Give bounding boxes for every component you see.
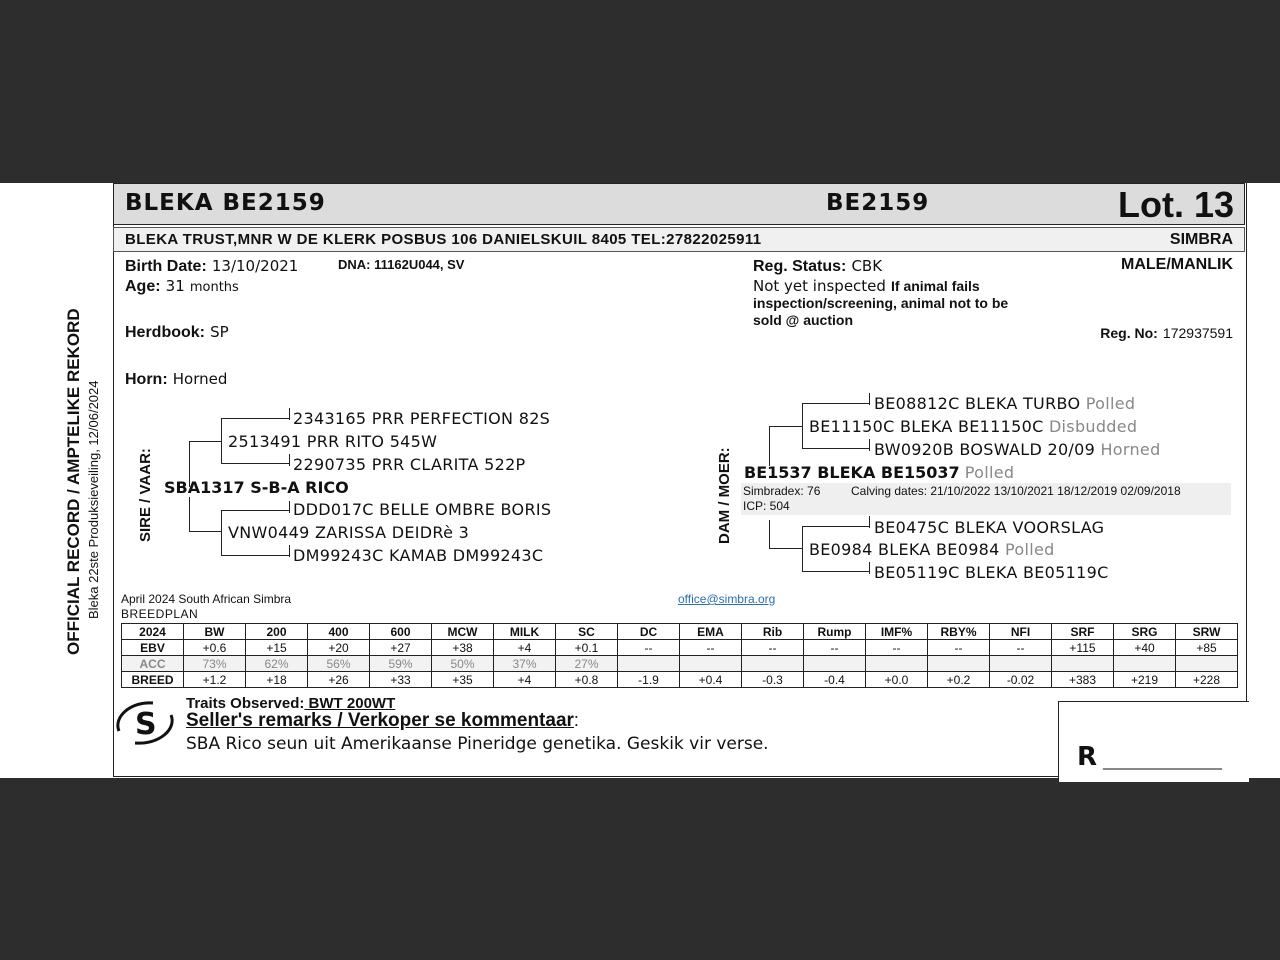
acc-cell: ACC [122,656,184,672]
sire-dam-sire: DDD017C BELLE OMBRE BORIS [293,500,552,519]
age-row [125,276,239,296]
breed-cell: +26 [308,672,370,688]
dam-dam-sire: BE0475C BLEKA VOORSLAG [874,518,1105,537]
acc-cell [990,656,1052,672]
columns-cell: MCW [432,624,494,640]
ebv-row [122,640,1238,656]
dam-dam: BE0984 BLEKA BE0984 Polled [809,540,1055,559]
inspection-warning-1: If animal fails [891,278,980,294]
breed-cell: -0.4 [804,672,866,688]
horn-value: Horned [172,370,228,388]
ebv-header-row [122,624,1238,640]
ebv-cell: +27 [370,640,432,656]
ebv-cell: -- [990,640,1052,656]
acc-cell: 62% [246,656,308,672]
animal-name: BLEKA BE2159 [125,190,326,216]
acc-cell [742,656,804,672]
ebv-cell: +40 [1114,640,1176,656]
official-record-label: OFFICIAL RECORD / AMPTELIKE REKORD [64,308,83,655]
ebv-cell: +115 [1052,640,1114,656]
breed-cell: +33 [370,672,432,688]
acc-cell [1114,656,1176,672]
sire-sire-sire: 2343165 PRR PERFECTION 82S [293,409,551,428]
sire-label: SIRE / VAAR: [137,448,154,542]
acc-cell: 59% [370,656,432,672]
columns-cell: MILK [494,624,556,640]
dam-sire-dam: BW0920B BOSWALD 20/09 Horned [874,440,1161,459]
ebv-cell: -- [804,640,866,656]
animal-id: BE2159 [826,190,930,216]
columns-cell: IMF% [866,624,928,640]
traits-label: Traits Observed: [186,695,305,712]
horn-label: Horn: [125,371,168,388]
sale-name-label: Bleka 22ste Produksieveiling, 12/06/2024 [86,380,101,619]
breed-cell: +1.2 [184,672,246,688]
dam-label: DAM / MOER: [716,447,733,544]
simbradex: Simbradex: 76 [743,484,821,498]
ebv-table [121,623,1238,688]
reg-no-value: 172937591 [1162,325,1233,341]
ebv-cell: +0.1 [556,640,618,656]
acc-cell: 50% [432,656,494,672]
acc-cell [618,656,680,672]
horn-row [125,369,227,389]
columns-cell: NFI [990,624,1052,640]
breedplan-source: April 2024 South African Simbra [121,592,292,606]
columns-cell: DC [618,624,680,640]
inspection-warning-2: inspection/screening, animal not to be [753,295,1009,311]
breedplan-label: BREEDPLAN [121,607,199,621]
dam-sire: BE11150C BLEKA BE11150C Disbudded [809,417,1138,436]
breed-cell: +0.4 [680,672,742,688]
columns-cell: 2024 [122,624,184,640]
ebv-cell: -- [680,640,742,656]
breed-cell: -0.3 [742,672,804,688]
inspection-status: Not yet inspected [753,277,886,295]
acc-cell [804,656,866,672]
breed-cell: +18 [246,672,308,688]
breed-name: SIMBRA [1169,231,1233,248]
acc-cell: 73% [184,656,246,672]
reg-no-row [1100,323,1233,342]
acc-cell: 56% [308,656,370,672]
inspection-warning-3: sold @ auction [753,312,853,328]
sire-dam-dam: DM99243C KAMAB DM99243C [293,546,544,565]
ebv-cell: +38 [432,640,494,656]
simbra-logo-icon [113,697,177,749]
columns-cell: RBY% [928,624,990,640]
dam-sire-sire: BE08812C BLEKA TURBO Polled [874,394,1136,413]
columns-cell: 200 [246,624,308,640]
traits-value: BWT 200WT [304,695,396,712]
birth-date-label: Birth Date: [125,258,207,275]
columns-cell: EMA [680,624,742,640]
acc-cell: 37% [494,656,556,672]
remarks-text: SBA Rico seun uit Amerikaanse Pineridge genetika. Geskik vir verse. [186,734,769,754]
columns-cell: SRW [1176,624,1238,640]
columns-cell: 600 [370,624,432,640]
breed-cell: -0.02 [990,672,1052,688]
breed-cell: -1.9 [618,672,680,688]
price-blank: _________________ [1103,754,1222,770]
breed-cell: +0.2 [928,672,990,688]
columns-cell: SRG [1114,624,1176,640]
dam-name-row [744,463,1014,482]
herdbook-label: Herdbook: [125,324,205,341]
columns-cell: 400 [308,624,370,640]
reg-status-row [753,256,882,276]
reg-status-label: Reg. Status: [753,258,847,275]
breed-cell: +0.0 [866,672,928,688]
birth-date-row [125,256,298,276]
columns-cell: BW [184,624,246,640]
columns-cell: SRF [1052,624,1114,640]
birth-date-value: 13/10/2021 [211,257,299,275]
acc-cell [680,656,742,672]
email-link[interactable]: office@simbra.org [678,592,776,606]
dna-info: DNA: 11162U044, SV [338,257,465,272]
age-label: Age: [125,278,161,295]
owner-bar [113,227,1245,252]
dam-name: BE1537 BLEKA BE15037 [744,463,960,482]
currency-symbol: R [1077,742,1098,772]
remarks-title-row: Seller's remarks / Verkoper se kommentaar: [186,710,579,731]
remarks-title: Seller's remarks / Verkoper se kommentaar [186,710,574,731]
age-unit: months [189,280,239,295]
ebv-cell: -- [928,640,990,656]
owner-info: BLEKA TRUST,MNR W DE KLERK POSBUS 106 DANIELSKUIL 8405 TEL:27822025911 [125,231,762,248]
ebv-cell: EBV [122,640,184,656]
title-bar [113,183,1245,225]
icp: ICP: 504 [743,499,790,513]
acc-cell: 27% [556,656,618,672]
ebv-cell: +85 [1176,640,1238,656]
sire-dam: VNW0449 ZARISSA DEIDRè 3 [228,523,470,542]
age-value: 31 [165,277,185,295]
logo-letter: S [135,707,157,742]
breed-cell: +219 [1114,672,1176,688]
dam-dam-dam: BE05119C BLEKA BE05119C [874,563,1109,582]
breed-cell: +4 [494,672,556,688]
dam-horn: Polled [964,463,1015,482]
ebv-cell: -- [742,640,804,656]
breed-cell: BREED [122,672,184,688]
ebv-cell: +15 [246,640,308,656]
sire-name: SBA1317 S-B-A RICO [164,478,349,497]
sex-label: MALE/MANLIK [1121,256,1233,273]
columns-cell: Rib [742,624,804,640]
breed-cell: +0.8 [556,672,618,688]
herdbook-value: SP [210,323,229,341]
ebv-cell: -- [866,640,928,656]
sire-sire: 2513491 PRR RITO 545W [228,432,438,451]
breed-cell: +35 [432,672,494,688]
lot-card-sheet [0,183,1280,778]
ebv-cell: +20 [308,640,370,656]
breed-cell: +383 [1052,672,1114,688]
ebv-cell: -- [618,640,680,656]
acc-row [122,656,1238,672]
breed-cell: +228 [1176,672,1238,688]
lot-number: Lot. 13 [1117,184,1234,225]
calving-dates: Calving dates: 21/10/2022 13/10/2021 18/12/2019 02/09/2018 [851,484,1181,498]
acc-cell [1052,656,1114,672]
breed-row [122,672,1238,688]
acc-cell [866,656,928,672]
inspection-note [753,276,980,295]
ebv-cell: +0.6 [184,640,246,656]
price-box[interactable] [1058,701,1249,782]
acc-cell [1176,656,1238,672]
columns-cell: SC [556,624,618,640]
ebv-cell: +4 [494,640,556,656]
reg-no-label: Reg. No: [1100,325,1158,341]
herdbook-row [125,322,229,342]
columns-cell: Rump [804,624,866,640]
acc-cell [928,656,990,672]
reg-status-value: CBK [851,257,883,275]
sire-sire-dam: 2290735 PRR CLARITA 522P [293,455,526,474]
